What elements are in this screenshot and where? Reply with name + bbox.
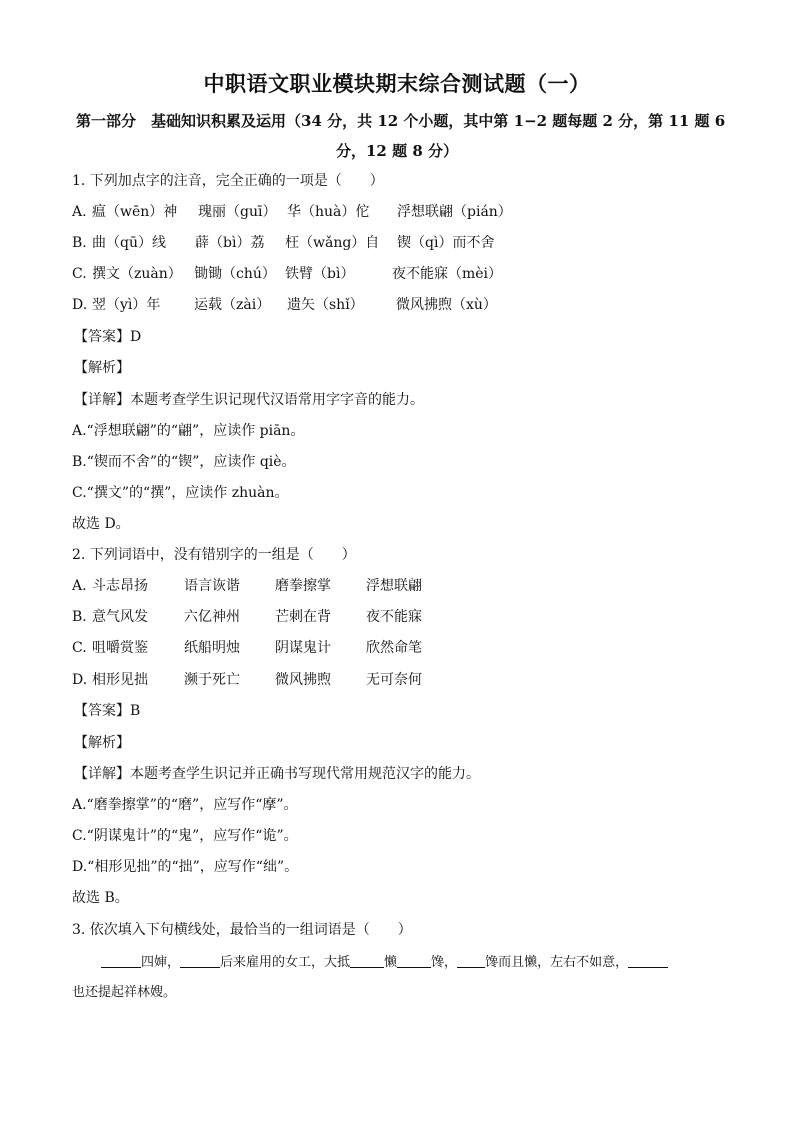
q1-option-b-item: 曲（qū）线 (92, 235, 166, 251)
q2-note: A.“磨拳擦掌”的“磨”，应写作“摩”。 (72, 797, 298, 813)
q2-stem: 2. 下列词语中，没有错别字的一组是（ ） (72, 547, 356, 563)
q2-option-b-item: 夜不能寐 (366, 609, 422, 625)
answer-blank[interactable] (101, 953, 141, 968)
q2-conclusion: 故选 B。 (72, 890, 129, 906)
q1-option-c-item: 夜不能寐（mèi） (392, 266, 503, 282)
q2-option-d-item: 无可奈何 (366, 672, 422, 688)
q1-option-d-item: 运载（zài） (194, 297, 271, 313)
section-heading-line2: 分，12 题 8 分） (336, 142, 458, 160)
q2-option-b-label: B. (72, 609, 87, 625)
q3-stem: 3. 依次填入下句横线处，最恰当的一组词语是（ ） (72, 922, 412, 938)
q3-fill-text: 四婶， (141, 955, 181, 970)
q2-option-b-item: 意气风发 (92, 609, 148, 625)
q1-option-c-item: 铁臂（bì） (285, 266, 355, 282)
q1-note: B.“锲而不舍”的“锲”，应读作 qiè。 (72, 454, 296, 470)
q1-detail: 【详解】本题考查学生识记现代汉语常用字字音的能力。 (74, 392, 424, 408)
q3-fill-text: 后来雇用的女工，大抵 (220, 955, 351, 970)
q3-fill-text: 懒 (384, 955, 398, 970)
q1-option-a-item: 瑰丽（guī） (198, 204, 277, 220)
q2-detail: 【详解】本题考查学生识记并正确书写现代常用规范汉字的能力。 (74, 766, 480, 782)
answer-blank[interactable] (350, 953, 384, 968)
q2-option-c-item: 阴谋鬼计 (275, 640, 331, 656)
q1-option-b-item: 薜（bì）荔 (195, 235, 265, 251)
q2-option-c-item: 欣然命笔 (366, 640, 422, 656)
q2-option-c-label: C. (72, 640, 87, 656)
q1-note: A.“浮想联翩”的“翩”，应读作 piān。 (72, 423, 305, 439)
q2-option-d-label: D. (72, 672, 88, 688)
q1-note: C.“撰文”的“撰”，应读作 zhuàn。 (72, 485, 289, 501)
q2-note: C.“阴谋鬼计”的“鬼”，应写作“诡”。 (72, 828, 298, 844)
q2-answer: 【答案】B (74, 703, 141, 719)
q1-stem: 1. 下列加点字的注音，完全正确的一项是（ ） (72, 173, 384, 189)
q2-option-b-item: 六亿神州 (184, 609, 240, 625)
q2-option-a-item: 磨拳擦掌 (275, 578, 331, 594)
q1-option-d-label: D. (72, 297, 88, 313)
q3-fill-text: 馋， (431, 955, 458, 970)
q2-option-d-item: 相形见拙 (92, 672, 148, 688)
q2-option-c-item: 纸船明烛 (184, 640, 240, 656)
answer-blank[interactable] (397, 953, 431, 968)
q2-option-d-item: 微风拂煦 (275, 672, 331, 688)
answer-blank[interactable] (628, 953, 668, 968)
answer-blank[interactable] (180, 953, 220, 968)
q1-option-a-label: A. (72, 204, 87, 220)
q1-answer: 【答案】D (74, 329, 142, 345)
q1-option-c-item: 撰文（zuàn） (92, 266, 182, 282)
q1-option-c-item: 锄锄（chú） (194, 266, 276, 282)
q2-option-a-item: 斗志昂扬 (92, 578, 148, 594)
q3-fill-line2: 也还提起祥林嫂。 (72, 985, 177, 1000)
q1-option-a-item: 瘟（wēn）神 (92, 204, 178, 220)
q2-analysis-label: 【解析】 (74, 735, 130, 751)
q3-fill-line (101, 953, 668, 972)
answer-blank[interactable] (457, 953, 485, 968)
q2-option-a-item: 浮想联翩 (366, 578, 422, 594)
q1-option-a-item: 华（huà）佗 (287, 204, 370, 220)
q1-conclusion: 故选 D。 (72, 516, 130, 532)
q2-option-c-item: 咀嚼赏鉴 (92, 640, 148, 656)
q2-note: D.“相形见拙”的“拙”，应写作“绌”。 (72, 859, 299, 875)
q3-fill-text: 馋而且懒，左右不如意， (485, 955, 629, 970)
q2-option-b-item: 芒刺在背 (275, 609, 331, 625)
q1-option-b-label: B. (72, 235, 87, 251)
q2-option-d-item: 濒于死亡 (184, 672, 240, 688)
q1-option-a-item: 浮想联翩（pián） (397, 204, 512, 220)
page-title: 中职语文职业模块期末综合测试题（一） (203, 71, 591, 96)
q1-option-d-item: 微风拂煦（xù） (396, 297, 497, 313)
q1-option-d-item: 遗矢（shǐ） (287, 297, 364, 313)
q1-analysis-label: 【解析】 (74, 360, 130, 376)
q1-option-d-item: 翌（yì）年 (92, 297, 161, 313)
q2-option-a-label: A. (72, 578, 87, 594)
q1-option-c-label: C. (72, 266, 87, 282)
q1-option-b-item: 锲（qì）而不舍 (397, 235, 495, 251)
q1-option-b-item: 枉（wǎng）自 (285, 235, 380, 251)
section-heading-line1: 第一部分 基础知识积累及运用（34 分，共 12 个小题，其中第 1−2 题每题 2 分，第 11 题 6 (76, 112, 726, 130)
q2-option-a-item: 语言诙谐 (184, 578, 240, 594)
